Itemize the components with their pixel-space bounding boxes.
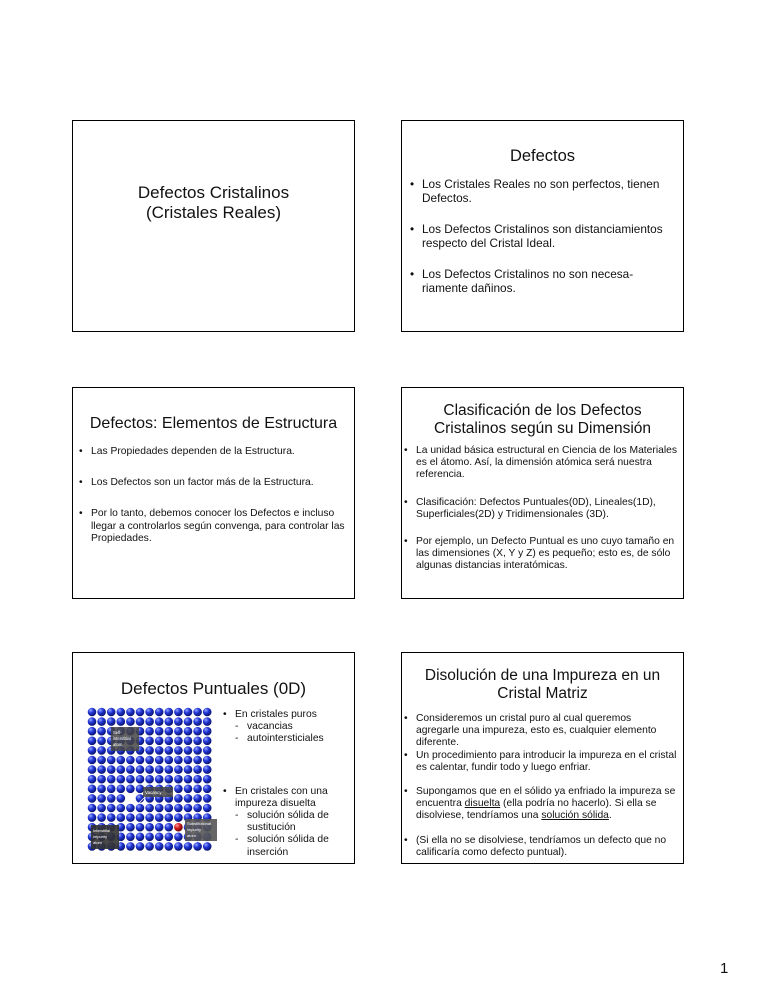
lattice-atom	[88, 785, 97, 794]
lattice-atom	[184, 717, 193, 726]
lattice-atom	[155, 756, 164, 765]
page-number: 1	[720, 960, 729, 977]
lattice-atom	[165, 775, 174, 784]
impurity-atom	[174, 823, 183, 832]
lattice-atom	[88, 765, 97, 774]
lattice-atom	[174, 804, 183, 813]
lattice-atom	[155, 737, 164, 746]
lattice-atom	[145, 804, 154, 813]
lattice-atom	[193, 842, 202, 851]
lattice-atom	[117, 794, 126, 803]
slide-heading: Clasificación de los Defectos Cristalinos según su Dimensión	[433, 402, 652, 437]
svg-text:atom: atom	[187, 833, 196, 838]
lattice-atom	[136, 804, 145, 813]
svg-text:Self-: Self-	[113, 730, 122, 735]
lattice-atom	[107, 708, 116, 717]
lattice-atom	[193, 775, 202, 784]
bullet-item: • En cristales con una impureza disuelta - solución sólida de sustitución - solución sólida de inserción	[223, 786, 352, 859]
lattice-atom	[97, 717, 106, 726]
lattice-atom	[155, 804, 164, 813]
lattice-atom	[136, 765, 145, 774]
lattice-atom	[203, 765, 212, 774]
bullet-item: • Las Propiedades dependen de la Estructura.	[79, 446, 346, 458]
lattice-atom	[117, 717, 126, 726]
svg-text:interstitial: interstitial	[113, 736, 131, 741]
lattice-atom	[165, 727, 174, 736]
bullet-item: • En cristales puros - vacancias - autointersticiales	[223, 709, 352, 746]
label-interstitial	[91, 825, 119, 849]
lattice-atom	[155, 823, 164, 832]
slide-defectos-puntuales	[72, 652, 355, 864]
lattice-atom	[203, 727, 212, 736]
lattice-atom	[193, 737, 202, 746]
lattice-atom	[155, 842, 164, 851]
lattice-atom	[126, 785, 135, 794]
lattice-atom	[97, 804, 106, 813]
lattice-atom	[155, 727, 164, 736]
lattice-atom	[126, 823, 135, 832]
bullet-item: • (Si ella no se disolviese, tendríamos un defecto que no calificaría como defecto puntual).	[404, 835, 677, 859]
lattice-atom	[145, 765, 154, 774]
lattice-atom	[117, 765, 126, 774]
lattice-atom	[97, 756, 106, 765]
lattice-atom	[174, 717, 183, 726]
lattice-atom	[165, 842, 174, 851]
lattice-atom	[203, 785, 212, 794]
lattice-atom	[155, 775, 164, 784]
lattice-atom	[88, 813, 97, 822]
lattice-atom	[184, 737, 193, 746]
lattice-atom	[193, 756, 202, 765]
lattice-atom	[88, 737, 97, 746]
lattice-atom	[117, 775, 126, 784]
lattice-atom	[107, 804, 116, 813]
sub-item: - vacancias	[235, 721, 352, 733]
lattice-atom	[193, 765, 202, 774]
lattice-atom	[155, 833, 164, 842]
lattice-atom	[88, 727, 97, 736]
bullet-item: • Por ejemplo, un Defecto Puntual es uno cuyo tamaño en las dimensiones (X, Y y Z) es pequeño; esto es, de sólo algunas distancias interatómicas.	[404, 536, 677, 573]
lattice-atom	[193, 717, 202, 726]
lattice-atom	[107, 756, 116, 765]
lattice-atom	[203, 804, 212, 813]
svg-text:atom: atom	[93, 840, 102, 845]
lattice-atom	[88, 756, 97, 765]
bullet-item: • Los Defectos son un factor más de la Estructura.	[79, 477, 346, 489]
label-self-interstitial	[111, 727, 139, 751]
lattice-atom	[165, 708, 174, 717]
lattice-atom	[117, 804, 126, 813]
lattice-atom	[203, 708, 212, 717]
lattice-atom	[107, 717, 116, 726]
lattice-atom	[145, 775, 154, 784]
svg-text:atom: atom	[113, 742, 123, 747]
lattice-atom	[88, 717, 97, 726]
lattice-atom	[97, 794, 106, 803]
lattice-atom	[136, 717, 145, 726]
lattice-atom	[107, 775, 116, 784]
lattice-atom	[126, 842, 135, 851]
lattice-atom	[97, 813, 106, 822]
lattice-atom	[145, 756, 154, 765]
bullet-list	[223, 709, 352, 859]
lattice-atom	[107, 785, 116, 794]
lattice-atom	[174, 813, 183, 822]
lattice-atom	[174, 785, 183, 794]
lattice-atom	[126, 775, 135, 784]
lattice-atom	[165, 717, 174, 726]
lattice-atom	[126, 813, 135, 822]
lattice-atom	[174, 833, 183, 842]
lattice-atom	[155, 708, 164, 717]
lattice-atom	[184, 775, 193, 784]
bullet-item: • Los Defectos Cristalinos son distanciamientos respecto del Cristal Ideal.	[410, 222, 671, 250]
lattice-atom	[165, 756, 174, 765]
sub-item: - solución sólida de inserción	[235, 834, 352, 858]
lattice-atom	[88, 708, 97, 717]
slide-elementos-estructura	[72, 387, 355, 599]
lattice-atom	[203, 737, 212, 746]
lattice-atom	[97, 727, 106, 736]
lattice-atom	[136, 775, 145, 784]
lattice-atom	[203, 756, 212, 765]
lattice-atom	[145, 823, 154, 832]
lattice-atom	[126, 765, 135, 774]
bullet-list	[404, 713, 677, 859]
slide-disolucion-impureza	[401, 652, 684, 864]
lattice-atom	[117, 813, 126, 822]
sub-item: - solución sólida de sustitución	[235, 810, 352, 834]
slide-heading: Disolución de una Impureza en un Cristal Matriz	[424, 667, 661, 702]
lattice-atom	[145, 708, 154, 717]
lattice-atom	[184, 756, 193, 765]
lattice-atom	[203, 717, 212, 726]
lattice-atom	[155, 746, 164, 755]
lattice-atom	[174, 794, 183, 803]
lattice-atom	[184, 708, 193, 717]
sub-list	[235, 721, 352, 745]
bullet-item: • La unidad básica estructural en Ciencia de los Materiales es el átomo. Así, la dimensión atómica será nuestra referencia.	[404, 445, 677, 482]
bullet-item: • Consideremos un cristal puro al cual queremos agregarle una impureza, esto es, cualquier elemento diferente.	[404, 713, 677, 750]
lattice-atom	[165, 765, 174, 774]
lattice-atom	[174, 775, 183, 784]
lattice-atom	[97, 765, 106, 774]
slide-title-text: Defectos Cristalinos (Cristales Reales)	[137, 183, 290, 222]
lattice-atom	[107, 813, 116, 822]
lattice-atom	[145, 717, 154, 726]
lattice-atom	[117, 785, 126, 794]
lattice-atom	[126, 708, 135, 717]
lattice-atom	[193, 746, 202, 755]
lattice-atom	[193, 794, 202, 803]
svg-text:Substitutional: Substitutional	[187, 821, 212, 826]
lattice-atom	[184, 765, 193, 774]
lattice-atom	[145, 727, 154, 736]
lattice-atom	[126, 804, 135, 813]
lattice-atom	[165, 804, 174, 813]
lattice-atom	[136, 708, 145, 717]
lattice-atom	[174, 765, 183, 774]
lattice-atom	[136, 833, 145, 842]
lattice-atom	[136, 756, 145, 765]
lattice-atom	[193, 727, 202, 736]
lattice-atom	[107, 765, 116, 774]
lattice-atom	[155, 717, 164, 726]
lattice-atom	[126, 717, 135, 726]
sub-list	[235, 810, 352, 859]
lattice-atom	[203, 842, 212, 851]
lattice-atom	[174, 737, 183, 746]
lattice-atom	[145, 842, 154, 851]
lattice-atom	[136, 813, 145, 822]
lattice-atom	[126, 756, 135, 765]
lattice-atom	[97, 785, 106, 794]
bullet-item: • Por lo tanto, debemos conocer los Defectos e incluso llegar a controlarlos según convenga, para controlar las Propiedades.	[79, 508, 346, 545]
lattice-atom	[117, 756, 126, 765]
lattice-atom	[184, 804, 193, 813]
slide-heading: Defectos Puntuales (0D)	[120, 679, 307, 698]
svg-text:Vacancy: Vacancy	[145, 790, 162, 795]
lattice-atom	[174, 708, 183, 717]
lattice-atom	[97, 746, 106, 755]
lattice-atom	[145, 813, 154, 822]
slide-heading: Defectos: Elementos de Estructura	[89, 415, 338, 432]
lattice-atom	[203, 775, 212, 784]
svg-text:Interstitial: Interstitial	[93, 828, 111, 833]
lattice-atom	[117, 708, 126, 717]
lattice-atom	[97, 708, 106, 717]
svg-text:impurity: impurity	[187, 827, 202, 832]
lattice-atom	[88, 794, 97, 803]
lattice-atom	[203, 794, 212, 803]
lattice-atom	[126, 833, 135, 842]
bullet-item: • Supongamos que en el sólido ya enfriado la impureza se encuentra disuelta (ella podría no hacerlo). Si ella se disolviese, tendríamos una solución sólida.	[404, 786, 677, 823]
slide-heading: Defectos	[509, 147, 576, 165]
slide-title	[72, 120, 355, 332]
lattice-atom	[145, 737, 154, 746]
lattice-atom	[193, 785, 202, 794]
label-substitutional	[185, 819, 217, 841]
lattice-atom	[165, 737, 174, 746]
lattice-atom	[165, 833, 174, 842]
lattice-atom	[193, 708, 202, 717]
bullet-item: • Los Defectos Cristalinos no son necesa-riamente dañinos.	[410, 267, 671, 295]
bullet-list	[404, 445, 677, 588]
lattice-atom	[88, 775, 97, 784]
lattice-atom	[165, 813, 174, 822]
crystal-lattice-figure	[87, 707, 217, 851]
sub-item: - autointersticiales	[235, 733, 352, 745]
lattice-atom	[174, 746, 183, 755]
lattice-atom	[174, 842, 183, 851]
lattice-atom	[155, 813, 164, 822]
bullet-list	[79, 446, 346, 564]
lattice-atom	[193, 804, 202, 813]
bullet-item: • Clasificación: Defectos Puntuales(0D), Lineales(1D), Superficiales(2D) y Tridimensionales (3D).	[404, 497, 677, 521]
lattice-atom	[165, 746, 174, 755]
bullet-list	[410, 177, 671, 312]
lattice-atom	[145, 746, 154, 755]
lattice-atom	[174, 756, 183, 765]
lattice-atom	[97, 775, 106, 784]
lattice-atom	[97, 737, 106, 746]
lattice-atom	[155, 765, 164, 774]
lattice-atom	[136, 842, 145, 851]
lattice-atom	[165, 823, 174, 832]
lattice-atom	[184, 727, 193, 736]
bullet-item: • Un procedimiento para introducir la impureza en el cristal es calentar, fundir todo y luego enfriar.	[404, 750, 677, 774]
svg-text:impurity: impurity	[93, 834, 108, 839]
lattice-atom	[184, 785, 193, 794]
slide-clasificacion	[401, 387, 684, 599]
slide-defectos	[401, 120, 684, 332]
lattice-atom	[107, 794, 116, 803]
lattice-atom	[145, 833, 154, 842]
lattice-atom	[184, 794, 193, 803]
lattice-atom	[136, 823, 145, 832]
lattice-atom	[184, 842, 193, 851]
bullet-item: • Los Cristales Reales no son perfectos, tienen Defectos.	[410, 177, 671, 205]
lattice-atom	[184, 746, 193, 755]
lattice-atom	[88, 804, 97, 813]
lattice-atom	[88, 746, 97, 755]
lattice-atom	[174, 727, 183, 736]
lattice-atom	[203, 746, 212, 755]
